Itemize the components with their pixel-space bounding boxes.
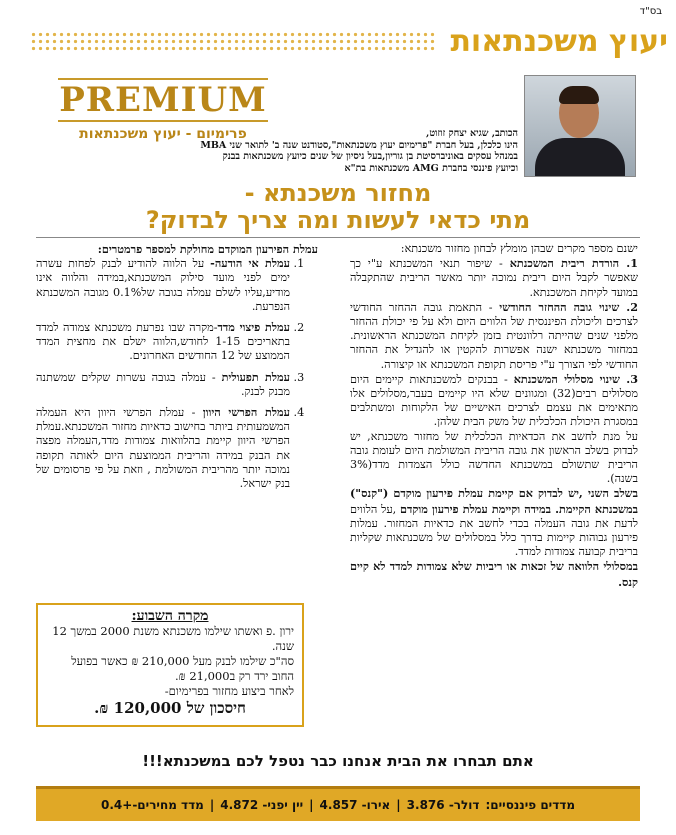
no-penalty-bold: במסלולי הלוואה של זכאות או ריביות שלא צמודות למדד לא קיים קנס. — [350, 559, 638, 589]
bio-line-2: הינו כלכלן, בעל חברת "פרימיום יעוץ משכנתאות",סטודנט שנה ב' לתואר שני MBA — [200, 139, 518, 151]
case-line-2: סה"כ שילמו לבנק מעל 210,000 ₪ כאשר בפועל החוב ירד רק ב21,000 ₪. — [71, 654, 294, 683]
case-of-week-box — [36, 603, 304, 727]
fee-text: על הלווה להודיע לבנק לפחות עשרה ימים לפני מועד סילוק המשכנתא,במידה והלווה אינו מודיע,עליו לשלם עמלה בגובה של0.1% מגובה המשכנתא הנפרעת. — [36, 257, 290, 313]
case-line-3: לאחר ביצוע מחזור בפרימיום- — [164, 684, 294, 698]
slogan-bold: אנחנו כבר נטפל לכם במשכנתא!!! — [142, 752, 383, 770]
index-separator: | — [396, 798, 401, 812]
intro-paragraph: ישנם מספר מקרים שבהן מומלץ לבחון מחזור משכנתא: — [400, 242, 638, 255]
fee-item — [36, 405, 290, 491]
slogan — [20, 752, 656, 770]
headline-divider — [36, 237, 640, 238]
dotted-decoration — [30, 31, 436, 51]
case-line-1: ירון .פ ואשתו שילמו משכנתא משנת 2000 במשך 12 שנה. — [52, 624, 294, 653]
right-column — [350, 242, 638, 590]
bio-line-1: הכותב, שגיא יצחק זוזוט, — [426, 128, 518, 139]
fee-title: עמלת הפרשי היוון — [202, 405, 290, 420]
index-separator: | — [309, 798, 314, 812]
calc-paragraph: על מנת לחשב את הכדאיות הכלכלית של מחזור משכנתא, יש לבדוק בשלב הראשון את גובה הריבית המשולמת היום לעומת גובה הריבית שתשולם במשכנתא החדשה כולל הצמדות מדד(3% בשנה). — [350, 429, 638, 486]
author-photo — [524, 75, 636, 177]
fee-item — [36, 256, 290, 314]
reason-3-title: 3. שינוי מסלולי המשכנתא — [513, 371, 638, 386]
index-euro: אירו- 4.857 — [319, 798, 391, 812]
fee-text: -מקרה שבו נפרעת משכנתא צמודה למדד בתאריכים 1-15 לחודש,הלווה ישלם את מחצית המדד הממוצע של 12 החודשים האחרונים. — [36, 321, 290, 363]
reason-2 — [350, 300, 638, 372]
reason-2-text: - התאמת גובה ההחזר החודשי לצרכים וליכולת הפיננסית של הלווים היום ולא על פי יכולת ההחזר מלפני שנים שהייתה רלוונטית בזמן לקיחת המשכנתא הראשונית. במחזור משכנתא ישנה אפשרות להקטין או להגדיל את ההחזר החודשי לפי הצורך ע"י פריסת תקופת המשכנתא או קיצורה. — [350, 300, 638, 371]
index-dollar: דולר- 3.876 — [406, 798, 480, 812]
bsd-mark: בס"ד — [639, 6, 662, 17]
reason-1 — [350, 256, 638, 300]
bio-line-4: וכיועץ פיננסי בחברת AMG משכנתאות בת"א — [344, 162, 518, 174]
logo-bottom-rule — [58, 120, 268, 122]
left-column — [36, 242, 318, 497]
fee-text: - עמלה בגובה עשרות שקלים שמשתנה מבנק לבנק. — [36, 370, 290, 398]
reason-1-title: 1. הורדת ריבית המשכנתא — [509, 256, 638, 271]
headline-line-1: מחזור משכנתא - — [244, 179, 432, 207]
headline-line-2: מתי כדאי לעשות ומה צריך לבדוק? — [145, 206, 531, 234]
penalty-text: ,על הלווים לדעת את גובה העמלה בכדי לחשב את כדאיות המחזור. עמלות פירעון גבוהות קיימות בדרך כלל במסלולים של משכנתאות שקליות בריבית קבועה צמודות למדד. — [350, 502, 638, 559]
no-penalty-paragraph — [350, 559, 638, 589]
penalty-bold: בשלב השני ,יש לבדוק אם קיימת עמלת פירעון מוקדם ("קנס") במשכנתא הקיימת. במידה וקיימת עמלת פירעון מוקדם — [350, 486, 638, 516]
logo-subtitle: פרימיום - יעוץ משכנתאות — [79, 126, 247, 142]
index-yen: יין יפני- 4.872 — [220, 798, 304, 812]
header-title: יעוץ משכנתאות — [450, 23, 668, 59]
penalty-paragraph — [350, 486, 638, 559]
reason-3-text: - בבנקים למשכנתאות קיימים היום מסלולים רבים(32) ומגוונים שלא היו קיימים בעבר,מסלולים אלו מתאימים את עצמם לצרכים האישיים של הלקוחות ומשתלבים במסגרת היכולת הכלכלית של משק הבית שלהן. — [350, 372, 638, 429]
financial-indices-bar — [36, 786, 640, 821]
reason-2-title: 2. שינוי גובה ההחזר החודשי — [499, 299, 638, 314]
fees-heading: עמלת הפירעון המוקדם מחולקת למספר פרמטרים: — [97, 242, 318, 256]
case-saving: חיסכון של 120,000 ₪. — [94, 699, 246, 717]
logo-word: PREMIUM — [59, 80, 267, 120]
fee-text: - עמלת הפרשי היוון היא העמלה המשמעותית ביותר בחישוב כדאיות מחזור המשכנתא.עמלת הפרשי היוון קיימת בהלוואות צמודות מדד,העמלה מפצה את הבנק במידה והריבית הממוצעת היום לאותה תקופה נמוכה יותר מהריבית המשולמת , וזאת על פי פרסומים של בנק ישראל. — [36, 406, 290, 491]
author-bio — [158, 128, 518, 174]
fees-list — [36, 256, 318, 491]
indices-label: מדדים פיננסיים: — [485, 798, 576, 812]
reason-3 — [350, 372, 638, 430]
case-caption: מקרה השבוע: — [131, 608, 209, 624]
fee-item — [36, 370, 290, 399]
fee-title: עמלת אי הודעה- — [210, 256, 290, 271]
header-bar — [30, 20, 668, 62]
reason-1-text: - שיפור תנאי המשכנתא ע"י כך שאפשר לקבל היום ריבית נמוכה יותר מאשר הריבית שהתקבלה במועד לקיחת המשכנתא. — [350, 257, 638, 299]
article-headline — [40, 180, 636, 234]
slogan-pre: אתם תבחרו את הבית — [382, 752, 534, 770]
photo-hair — [559, 86, 599, 104]
index-separator: | — [209, 798, 215, 812]
bio-line-3: במנהל עסקים באוניברסיטת בן גוריון,בעל ניסיון של שנים כיועץ משכנתאות בבנק — [222, 151, 518, 162]
fee-item — [36, 320, 290, 364]
photo-suit — [535, 138, 625, 177]
index-cpi: מדד מחירים-+0.4 — [101, 798, 204, 812]
fee-title: עמלת תפעולית — [221, 369, 290, 384]
fee-title: עמלת פיצוי מדד — [217, 320, 290, 335]
